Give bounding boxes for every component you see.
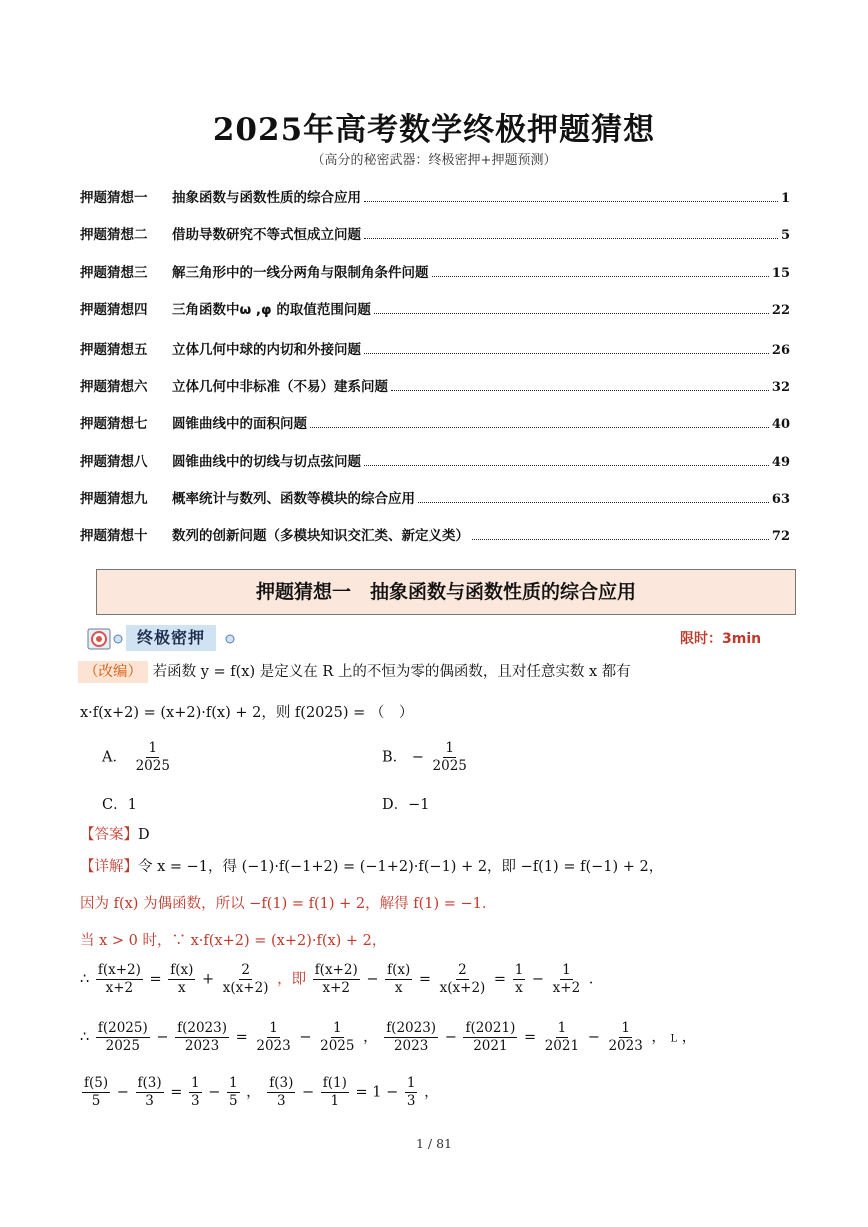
denominator: 1 (330, 1093, 340, 1109)
numerator: f(2023) (386, 1020, 437, 1036)
fraction (254, 1020, 292, 1055)
fraction (318, 1020, 356, 1055)
toc-page: 49 (771, 455, 790, 470)
detail-line-2: 因为 f(x) 为偶函数，所以 −f(1) = f(1) + 2，解得 f(1) = −1. (80, 896, 487, 912)
document-title: 2025年高考数学终极押题猜想 (212, 112, 656, 148)
minus-sign: − (531, 971, 545, 988)
detail-label: 【详解】 (80, 859, 138, 875)
therefore-sign: ∴ (80, 1029, 90, 1046)
fraction (463, 1020, 517, 1055)
equation-line-4 (80, 962, 593, 997)
toc-leader (374, 313, 769, 314)
numerator: 1 (621, 1020, 630, 1036)
toc-leader (310, 427, 769, 428)
fraction (438, 962, 488, 997)
toc-title: 立体几何中非标准（不易）建系问题 (172, 379, 388, 395)
minus-sign: − (208, 1084, 221, 1101)
equals-sign: = (493, 971, 507, 988)
toc-title: 解三角形中的一线分两角与限制角条件问题 (172, 265, 429, 281)
fraction (405, 1075, 418, 1110)
minus-sign: − (411, 749, 424, 766)
toc-leader (418, 502, 769, 503)
fraction (189, 1075, 202, 1110)
fraction (96, 962, 143, 997)
denominator: 3 (406, 1093, 416, 1109)
toc-page: 63 (771, 492, 790, 507)
minus-sign: − (587, 1029, 600, 1046)
numerator: f(x+2) (97, 962, 141, 978)
detail-line-1 (80, 855, 663, 876)
toc-leader (364, 201, 778, 202)
minus-sign: − (156, 1029, 169, 1046)
minus-sign: − (366, 971, 379, 988)
toc-entry[interactable] (80, 412, 790, 432)
toc-leader (364, 238, 778, 239)
option-a-label: A． (102, 749, 127, 766)
toc-label: 押题猜想八 (80, 454, 148, 470)
numerator: 1 (562, 962, 571, 978)
comma: ， (363, 1029, 378, 1046)
toc-page: 22 (771, 303, 790, 318)
denominator: 2025 (135, 758, 170, 774)
numerator: 1 (557, 1020, 567, 1036)
numerator: 2 (458, 962, 467, 978)
question-stem-line-2: x·f(x+2) = (x+2)·f(x) + 2，则 f(2025) = （ ） (80, 705, 414, 721)
toc-title: 概率统计与数列、函数等模块的综合应用 (172, 491, 415, 507)
denominator: 2023 (256, 1038, 291, 1054)
denominator: 5 (91, 1093, 101, 1109)
toc-entry[interactable] (80, 524, 790, 544)
page-number: 1 / 81 (415, 1136, 453, 1151)
toc-title: 三角函数中ω ,φ 的取值范围问题 (172, 302, 371, 318)
fraction (136, 1075, 164, 1110)
therefore-sign: ∴ (80, 971, 90, 988)
toc-label: 押题猜想九 (80, 491, 148, 507)
fraction (227, 1075, 240, 1110)
denominator: x+2 (322, 980, 350, 996)
time-limit: 限时：3min (680, 631, 762, 647)
comma: ， (424, 1084, 439, 1101)
target-icon (86, 623, 126, 653)
comma: ， (651, 1029, 666, 1046)
numerator: f(2021) (465, 1020, 516, 1036)
answer-line (80, 823, 150, 844)
option-b[interactable] (382, 740, 471, 775)
equals-sign: = (149, 971, 162, 988)
answer-value: D (138, 827, 150, 843)
numerator: 1 (191, 1075, 200, 1091)
toc-entry[interactable] (80, 261, 790, 281)
toc-title: 立体几何中球的内切和外接问题 (172, 342, 361, 358)
numerator: f(3) (137, 1075, 162, 1091)
toc-entry[interactable] (80, 298, 790, 318)
toc-entry[interactable] (80, 487, 790, 507)
numerator: 1 (148, 740, 158, 756)
fraction (543, 1020, 581, 1055)
toc-title: 圆锥曲线中的面积问题 (172, 416, 307, 432)
option-d[interactable]: D．−1 (382, 797, 430, 813)
fraction (221, 962, 271, 997)
toc-page: 1 (780, 191, 790, 206)
toc-label: 押题猜想五 (80, 342, 148, 358)
minus-sign: − (302, 1084, 315, 1101)
period: . (588, 971, 594, 988)
toc-page: 40 (771, 417, 790, 432)
denominator: x (515, 980, 523, 996)
denominator: 2021 (473, 1038, 508, 1054)
ellipsis: L (670, 1033, 678, 1045)
adapted-tag: （改编） (78, 661, 148, 683)
numerator: f(x) (170, 962, 194, 978)
toc-title: 抽象函数与函数性质的综合应用 (172, 190, 361, 206)
option-b-label: B． (382, 749, 408, 766)
numerator: f(5) (84, 1075, 109, 1091)
plus-sign: + (202, 971, 215, 988)
fraction (606, 1020, 644, 1055)
numerator: 1 (445, 740, 454, 756)
question-stem-line-1 (78, 660, 631, 681)
toc-page: 26 (771, 343, 790, 358)
equation-line-5 (80, 1020, 696, 1055)
denominator: x+2 (552, 980, 581, 996)
minus-sign: − (116, 1084, 129, 1101)
comma: ， (681, 1029, 697, 1046)
toc-page: 5 (780, 228, 790, 243)
numerator: 1 (406, 1075, 416, 1091)
fraction (321, 1075, 349, 1110)
denominator: 2025 (320, 1038, 355, 1054)
equation-line-6 (80, 1075, 439, 1110)
minus-sign: − (444, 1029, 457, 1046)
denominator: 2025 (432, 758, 467, 774)
toc-leader (391, 390, 769, 391)
denominator: 2023 (393, 1038, 429, 1054)
fraction (82, 1075, 110, 1110)
comma: ， (246, 1084, 261, 1101)
section-heading: 押题猜想一 抽象函数与函数性质的综合应用 (96, 569, 796, 615)
toc-label: 押题猜想二 (80, 227, 148, 243)
detail-text: 令 x = −1，得 (−1)·f(−1+2) = (−1+2)·f(−1) + 2，即 −f(1) = f(−1) + 2， (138, 859, 664, 875)
toc-page: 15 (771, 266, 790, 281)
denominator: 2023 (608, 1038, 643, 1054)
numerator: 1 (269, 1020, 278, 1036)
fraction (96, 1020, 150, 1055)
fraction (513, 962, 526, 997)
dot-icon (224, 633, 236, 645)
option-a-fraction (134, 740, 172, 775)
denominator: 3 (145, 1093, 154, 1109)
document-subtitle: （高分的秘密武器：终极密押+押题预测） (311, 153, 557, 168)
equals-sign: = (418, 971, 432, 988)
numerator: 2 (241, 962, 250, 978)
numerator: f(1) (322, 1075, 347, 1091)
denominator: x(x+2) (222, 980, 269, 996)
denominator: x(x+2) (439, 980, 486, 996)
numerator: f(2025) (97, 1020, 148, 1036)
toc-label: 押题猜想七 (80, 416, 148, 432)
equals-sign: = (523, 1029, 537, 1046)
toc-label: 押题猜想三 (80, 265, 148, 281)
denominator: x (178, 980, 186, 996)
toc-page: 32 (771, 380, 790, 395)
toc-leader (432, 276, 769, 277)
denominator: x (394, 980, 403, 996)
fraction (168, 962, 195, 997)
toc-leader (364, 353, 769, 354)
answer-label: 【答案】 (80, 827, 138, 843)
stem-text: 若函数 y = f(x) 是定义在 R 上的不恒为零的偶函数，且对任意实数 x 都有 (152, 664, 631, 680)
fraction (384, 1020, 438, 1055)
one-minus: = 1 − (355, 1084, 399, 1101)
detail-line-3: 当 x > 0 时，∵ x·f(x+2) = (x+2)·f(x) + 2， (80, 933, 387, 949)
toc-leader (472, 539, 769, 540)
toc-title: 圆锥曲线中的切线与切点弦问题 (172, 454, 361, 470)
toc-label: 押题猜想十 (80, 528, 148, 544)
denominator: 3 (277, 1093, 286, 1109)
fraction (551, 962, 583, 997)
minus-sign: − (299, 1029, 312, 1046)
toc-leader (364, 465, 769, 466)
toc-entry[interactable] (80, 375, 790, 395)
denominator: 2023 (184, 1038, 220, 1054)
toc-entry[interactable] (80, 338, 790, 358)
toc-label: 押题猜想四 (80, 302, 148, 318)
equals-sign: = (235, 1029, 248, 1046)
toc-title: 借助导数研究不等式恒成立问题 (172, 227, 361, 243)
numerator: f(x+2) (314, 962, 358, 978)
numerator: f(3) (269, 1075, 294, 1091)
numerator: f(x) (387, 962, 411, 978)
toc-label: 押题猜想一 (80, 190, 148, 206)
numerator: f(2023) (177, 1020, 227, 1036)
fraction (267, 1075, 295, 1110)
toc-entry[interactable] (80, 186, 790, 206)
denominator: 5 (228, 1093, 238, 1109)
exam-badge (86, 623, 236, 653)
denominator: 3 (191, 1093, 200, 1109)
toc-page: 72 (771, 529, 790, 544)
toc-entry[interactable] (80, 223, 790, 243)
numerator: 1 (514, 962, 524, 978)
option-a[interactable] (102, 740, 174, 775)
toc-label: 押题猜想六 (80, 379, 148, 395)
toc-entry[interactable] (80, 450, 790, 470)
denominator: 2021 (544, 1038, 580, 1054)
numerator: 1 (228, 1075, 238, 1091)
namely-text: ，即 (277, 971, 307, 988)
toc-title: 数列的创新问题（多模块知识交汇类、新定义类） (172, 528, 469, 544)
badge-label: 终极密押 (126, 625, 216, 651)
denominator: x+2 (105, 980, 134, 996)
fraction (175, 1020, 229, 1055)
numerator: 1 (332, 1020, 342, 1036)
denominator: 2025 (105, 1038, 140, 1054)
option-c[interactable]: C．1 (102, 797, 137, 813)
fraction (385, 962, 412, 997)
option-b-fraction (431, 740, 469, 775)
equals-sign: = (170, 1084, 183, 1101)
fraction (313, 962, 360, 997)
